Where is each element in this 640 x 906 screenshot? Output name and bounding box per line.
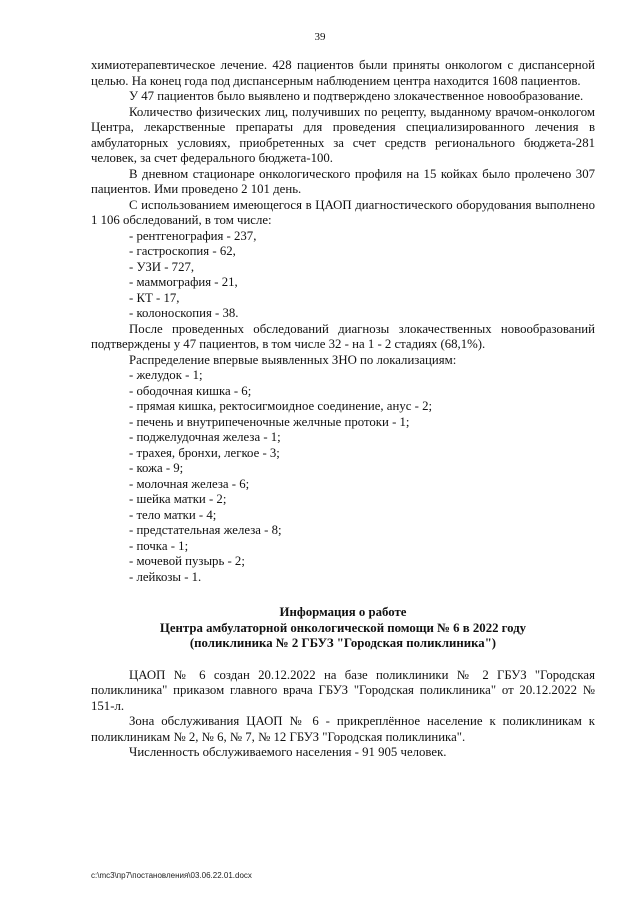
list-item: - лейкозы - 1.	[129, 569, 202, 584]
list-item: - шейка матки - 2;	[129, 492, 227, 506]
diagnostics-list	[91, 229, 595, 322]
section-heading-line-2: Центра амбулаторной онкологической помощи № 6 в 2022 году	[159, 620, 527, 635]
list-item: - молочная железа - 6;	[129, 476, 250, 491]
list-item: - УЗИ - 727,	[129, 259, 195, 274]
footer-file-path: c:\mc3\пр7\постановления\03.06.22.01.docx	[91, 871, 252, 880]
list-item: - колоноскопия - 38.	[129, 306, 239, 320]
list-item: - печень и внутрипеченочные желчные протоки - 1;	[129, 414, 410, 429]
paragraph-caop-created: ЦАОП № 6 создан 20.12.2022 на базе поликлиники № 2 ГБУЗ "Городская поликлиника" приказом главного врача ГБУЗ "Городская поликлиника" от 20.12.2022 № 151-л.	[91, 667, 595, 713]
spacer	[91, 652, 595, 668]
list-item: - гастроскопия - 62,	[129, 244, 236, 258]
list-item: - КТ - 17,	[129, 290, 180, 305]
paragraph-malignant-detected: У 47 пациентов было выявлено и подтверждено злокачественное новообразование.	[129, 89, 584, 103]
list-item: - трахея, бронхи, легкое - 3;	[129, 445, 280, 460]
paragraph-localization-intro: Распределение впервые выявленных ЗНО по локализациям:	[129, 352, 457, 367]
section-heading-line-1: Информация о работе	[279, 605, 407, 619]
paragraph-service-zone: Зона обслуживания ЦАОП № 6 - прикреплённое население к поликлиникам к поликлиникам № 2, № 6, № 7, № 12 ГБУЗ "Городская поликлиника".	[91, 714, 595, 744]
section-heading-line-3: (поликлиника № 2 ГБУЗ "Городская поликлиника")	[189, 636, 497, 650]
localization-list	[91, 368, 595, 585]
spacer	[91, 585, 595, 605]
page-content	[91, 58, 595, 761]
page-number: 39	[314, 31, 326, 43]
paragraph-day-hospital: В дневном стационаре онкологического профиля на 15 койках было пролечено 307 пациентов. Ими проведено 2 101 день.	[91, 166, 595, 196]
paragraph-prescriptions: Количество физических лиц, получивших по рецепту, выданному врачом-онкологом Центра, лекарственные препараты для проведения специализированного лечения в амбулаторных условиях, приобретенных за счет средств регионального бюджета-281 человек, за счет федерального бюджета-100.	[91, 104, 595, 165]
list-item: - тело матки - 4;	[129, 507, 217, 522]
list-item: - желудок - 1;	[129, 368, 203, 382]
list-item: - предстательная железа - 8;	[129, 523, 282, 537]
list-item: - поджелудочная железа - 1;	[129, 430, 281, 444]
paragraph-confirmed-diagnoses: После проведенных обследований диагнозы злокачественных новообразований подтверждены у 47 пациентов, в том числе 32 - на 1 - 2 стадиях (68,1%).	[91, 321, 595, 351]
paragraph-population: Численность обслуживаемого населения - 91 905 человек.	[129, 745, 447, 759]
paragraph-diagnostics-intro: С использованием имеющегося в ЦАОП диагностического оборудования выполнено 1 106 обследований, в том числе:	[91, 197, 595, 227]
list-item: - почка - 1;	[129, 538, 189, 553]
list-item: - маммография - 21,	[129, 275, 238, 289]
list-item: - ободочная кишка - 6;	[129, 383, 252, 398]
list-item: - прямая кишка, ректосигмоидное соединение, анус - 2;	[129, 399, 433, 413]
list-item: - мочевой пузырь - 2;	[129, 554, 245, 568]
paragraph-chemotherapy: химиотерапевтическое лечение. 428 пациентов были приняты онкологом с диспансерной целью. На конец года под диспансерным наблюдением центра находится 1608 пациентов.	[91, 58, 595, 88]
list-item: - кожа - 9;	[129, 461, 184, 475]
list-item: - рентгенография - 237,	[129, 228, 257, 243]
